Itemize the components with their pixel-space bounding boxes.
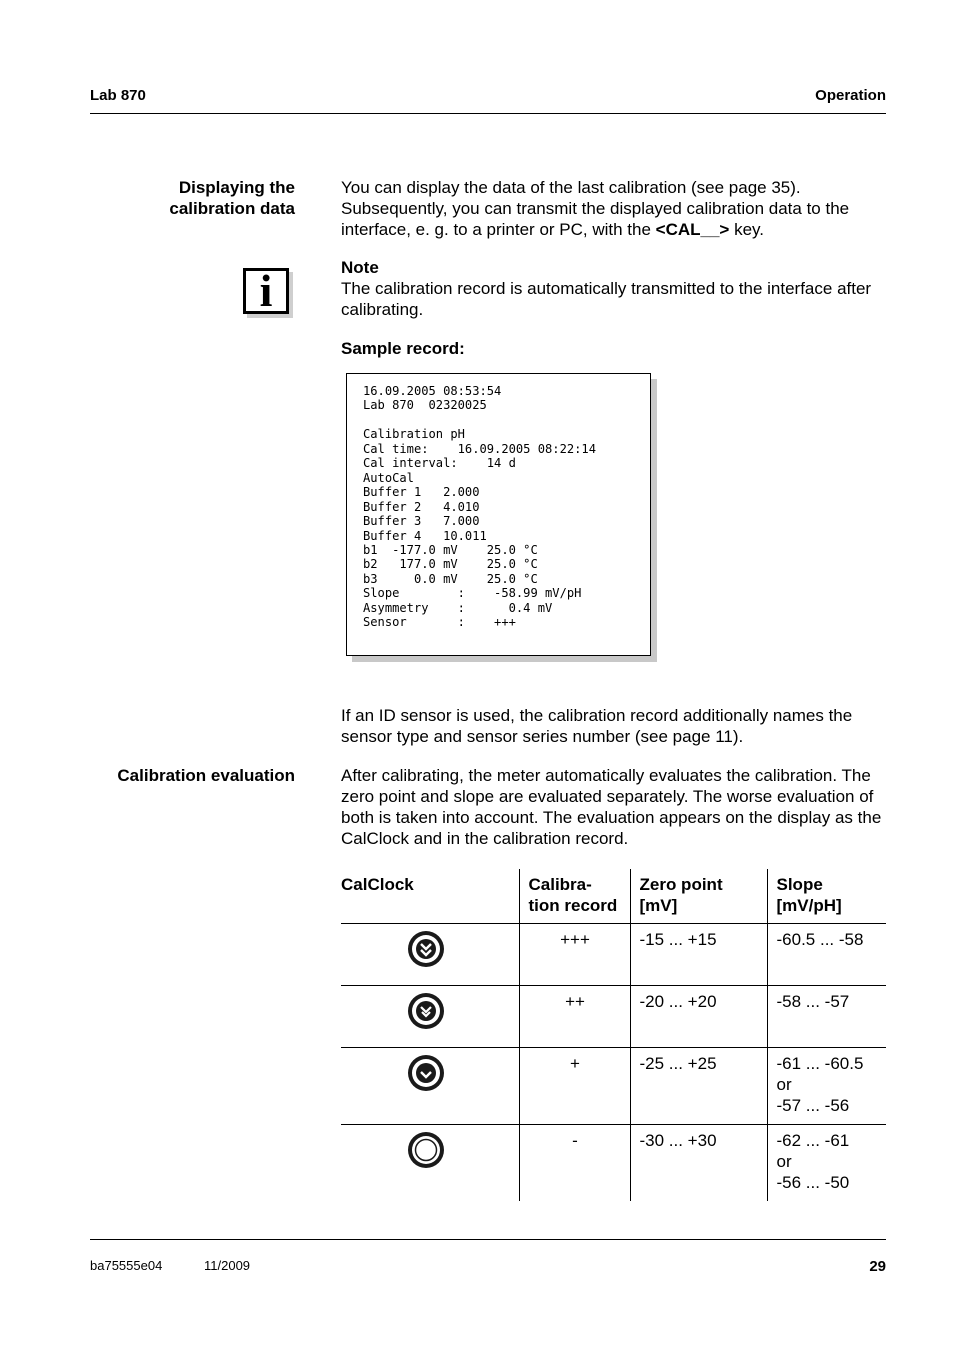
table-row: + -25 ... +25 -61 ... -60.5 or -57 ... -56	[341, 1048, 886, 1125]
header-right: Operation	[815, 87, 886, 104]
table-row: - -30 ... +30 -62 ... -61 or -56 ... -50	[341, 1125, 886, 1202]
note-text: The calibration record is automatically transmitted to the interface after calibrating.	[341, 279, 872, 319]
calclock-check-icon	[406, 1053, 446, 1093]
header-zero: Zero point [mV]	[630, 869, 767, 924]
calclock-empty-icon	[406, 1130, 446, 1170]
footer-doc-id: ba75555e04	[90, 1258, 163, 1273]
header-calclock: CalClock	[341, 869, 519, 924]
note-title: Note	[341, 258, 379, 277]
display-paragraph: You can display the data of the last calibration (see page 35). Subsequently, you can transmit the displayed calibration data to the interface, e. g. to a printer or PC, with the <CAL__> key.	[341, 178, 850, 239]
note-block	[341, 257, 889, 320]
calclock-double-check-icon	[406, 929, 446, 969]
page-number: 29	[869, 1258, 886, 1275]
table-header-row	[341, 869, 886, 924]
sample-record-box	[346, 373, 651, 656]
calibration-table	[341, 869, 886, 1201]
header-rule	[90, 113, 886, 114]
evaluation-paragraph: After calibrating, the meter automatically evaluates the calibration. The zero point and slope are evaluated separately. The worse evaluation of both is taken into account. The evaluation appears on the display as the CalClock and in the calibration record.	[341, 766, 882, 848]
section-heading-display: Displaying the calibration data	[169, 178, 295, 218]
table-row: +++ -15 ... +15 -60.5 ... -58	[341, 924, 886, 986]
section-heading-evaluation: Calibration evaluation	[117, 766, 295, 785]
header-record: Calibra- tion record	[519, 869, 630, 924]
footer-date: 11/2009	[204, 1258, 251, 1273]
cal-key: <CAL__>	[655, 220, 730, 239]
calclock-check-small-icon	[406, 991, 446, 1031]
header-slope: Slope [mV/pH]	[767, 869, 886, 924]
sample-record-title: Sample record:	[341, 339, 465, 358]
id-sensor-paragraph: If an ID sensor is used, the calibration record additionally names the sensor type and sensor series number (see page 11).	[341, 706, 853, 746]
sample-record-text: 16.09.2005 08:53:54 Lab 870 02320025 Calibration pH Cal time: 16.09.2005 08:22:14 Cal interval: 14 d AutoCal Buffer 1 2.000 Buffer 2 4.010 Buffer 3 7.000 Buffer 4 10.011 b1 -177.0 mV 25.0 °C b2 177.0 mV 25.0 °C b3 0.0 mV 25.0 °C Slope : -58.99 mV/pH Asymmetry : 0.4 mV Sensor : +++	[363, 384, 596, 630]
info-icon: i	[243, 268, 289, 314]
header-left: Lab 870	[90, 87, 146, 104]
footer-rule	[90, 1239, 886, 1240]
table-row: ++ -20 ... +20 -58 ... -57	[341, 986, 886, 1048]
